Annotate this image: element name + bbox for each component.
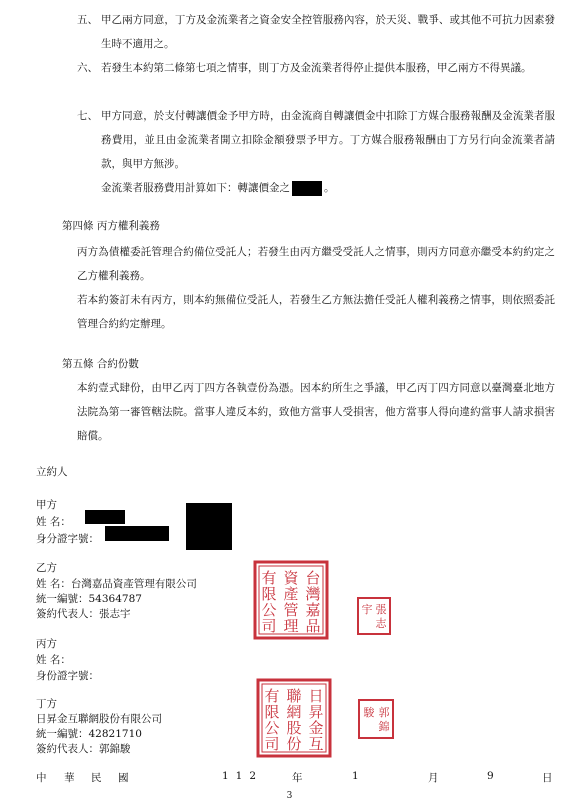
seal-glyph: 嘉 xyxy=(305,601,321,619)
seal-glyph: 昇 xyxy=(308,703,324,721)
seal-glyph: 駿 xyxy=(363,706,375,719)
article-four-paragraph-1 xyxy=(77,240,555,288)
seal-glyph: 有 xyxy=(261,569,277,587)
date-era-4: 國 xyxy=(118,772,129,784)
article-four-paragraph-1-text: 丙方為債權委託管理合約備位受託人；若發生由丙方繼受受託人之情事，則丙方同意亦繼受本約約定之乙方權利義務。 xyxy=(77,246,555,282)
signatories-heading: 立約人 xyxy=(36,466,68,478)
party-d-representative: 簽約代表人：郭錦駿 xyxy=(36,743,131,755)
date-day: 9 xyxy=(487,770,494,782)
clause-five xyxy=(77,8,555,56)
seal-glyph: 灣 xyxy=(305,585,321,603)
company-seal-party-d xyxy=(256,678,332,758)
seal-glyph: 金 xyxy=(308,719,324,737)
seal-glyph: 份 xyxy=(286,735,302,753)
seal-glyph: 理 xyxy=(283,617,299,635)
seal-glyph: 互 xyxy=(308,735,324,753)
seal-glyph: 錦 xyxy=(378,720,390,733)
party-b-name: 姓 名：台灣嘉品資產管理有限公司 xyxy=(36,578,197,590)
party-d-name: 日昇金互聯網股份有限公司 xyxy=(36,713,162,725)
seal-glyph: 管 xyxy=(283,601,299,619)
party-d-label: 丁方 xyxy=(36,698,57,710)
seal-glyph: 聯 xyxy=(286,687,302,705)
seal-glyph: 公 xyxy=(261,601,277,619)
page-number: 3 xyxy=(286,791,293,801)
party-a-name-label: 姓 名： xyxy=(36,516,71,528)
date-month-unit: 月 xyxy=(428,772,439,784)
seal-glyph: 司 xyxy=(261,617,277,635)
seal-glyph: 限 xyxy=(264,703,280,721)
date-era-2: 華 xyxy=(64,772,75,784)
date-era-1: 中 xyxy=(36,772,47,784)
article-five-paragraph-text: 本約壹式肆份，由甲乙丙丁四方各執壹份為憑。因本約所生之爭議，甲乙丙丁四方同意以臺灣臺北地方法院為第一審管轄法院。當事人違反本約，致他方當事人受損害，他方當事人得向違約當事人請求損害賠償。 xyxy=(77,382,555,442)
seal-glyph: 品 xyxy=(305,617,321,635)
party-b-label: 乙方 xyxy=(36,562,57,574)
seal-glyph: 宇 xyxy=(361,603,373,616)
clause-number: 五、 xyxy=(77,14,98,26)
redacted-party-a-name xyxy=(85,510,125,524)
party-d-tax-id: 統一編號：42821710 xyxy=(36,728,142,740)
party-b-tax-id: 統一編號：54364787 xyxy=(36,593,142,605)
article-four-title: 第四條 丙方權利義務 xyxy=(62,220,160,232)
seal-glyph: 志 xyxy=(375,617,387,630)
seal-glyph: 產 xyxy=(283,585,299,603)
company-seal-party-b xyxy=(253,560,329,640)
clause-number: 七、 xyxy=(77,110,98,122)
fee-line-suffix: 。 xyxy=(324,182,335,194)
fee-line-prefix: 金流業者服務費用計算如下：轉讓價金之 xyxy=(101,182,290,194)
article-five-title: 第五條 合約份數 xyxy=(62,358,139,370)
article-four-paragraph-2-text: 若本約簽訂未有丙方，則本約無備位受託人，若發生乙方無法擔任受託人權利義務之情事，則依照委託管理合約約定辦理。 xyxy=(77,294,555,330)
seal-glyph: 股 xyxy=(286,719,302,737)
clause-six xyxy=(77,56,555,80)
clause-number: 六、 xyxy=(77,62,98,74)
party-c-name-label: 姓 名： xyxy=(36,654,71,666)
seal-glyph: 司 xyxy=(264,735,280,753)
seal-glyph: 郭 xyxy=(378,706,390,719)
fee-line xyxy=(101,176,335,200)
party-c-label: 丙方 xyxy=(36,638,57,650)
seal-glyph: 有 xyxy=(264,687,280,705)
seal-glyph: 日 xyxy=(308,687,324,705)
seal-glyph: 公 xyxy=(264,719,280,737)
representative-seal-party-d xyxy=(357,698,395,740)
representative-seal-party-b xyxy=(356,596,392,636)
article-five-paragraph xyxy=(77,376,555,448)
redacted-party-a-seal xyxy=(186,503,232,550)
clause-text: 若發生本約第二條第七項之情事，則丁方及金流業者得停止提供本服務，甲乙兩方不得異議。 xyxy=(101,62,532,74)
date-day-unit: 日 xyxy=(542,772,553,784)
party-a-id-label: 身分證字號： xyxy=(36,533,99,545)
redacted-party-a-id xyxy=(105,526,169,541)
date-year: 112 xyxy=(222,770,264,782)
redacted-fee-rate xyxy=(292,181,322,196)
seal-glyph: 網 xyxy=(286,703,302,721)
seal-glyph: 張 xyxy=(375,603,387,616)
party-c-id-label: 身份證字號： xyxy=(36,670,99,682)
seal-glyph: 限 xyxy=(261,585,277,603)
date-era-3: 民 xyxy=(91,772,102,784)
clause-text: 甲乙兩方同意，丁方及金流業者之資金安全控管服務內容，於天災、戰爭、或其他不可抗力因素發生時不適用之。 xyxy=(101,14,555,50)
party-a-label: 甲方 xyxy=(36,499,57,511)
clause-seven xyxy=(77,104,555,176)
date-month: 1 xyxy=(352,770,359,782)
date-year-unit: 年 xyxy=(292,772,303,784)
party-b-representative: 簽約代表人：張志宇 xyxy=(36,608,131,620)
article-four-paragraph-2 xyxy=(77,288,555,336)
seal-glyph: 資 xyxy=(283,569,299,587)
clause-text: 甲方同意，於支付轉讓價金予甲方時，由金流商自轉讓價金中扣除丁方媒合服務報酬及金流業者服務費用，並且由金流業者開立扣除金額發票予甲方。丁方媒合服務報酬由丁方另行向金流業者請款，與甲方無涉。 xyxy=(101,110,555,170)
seal-glyph: 台 xyxy=(305,569,321,587)
